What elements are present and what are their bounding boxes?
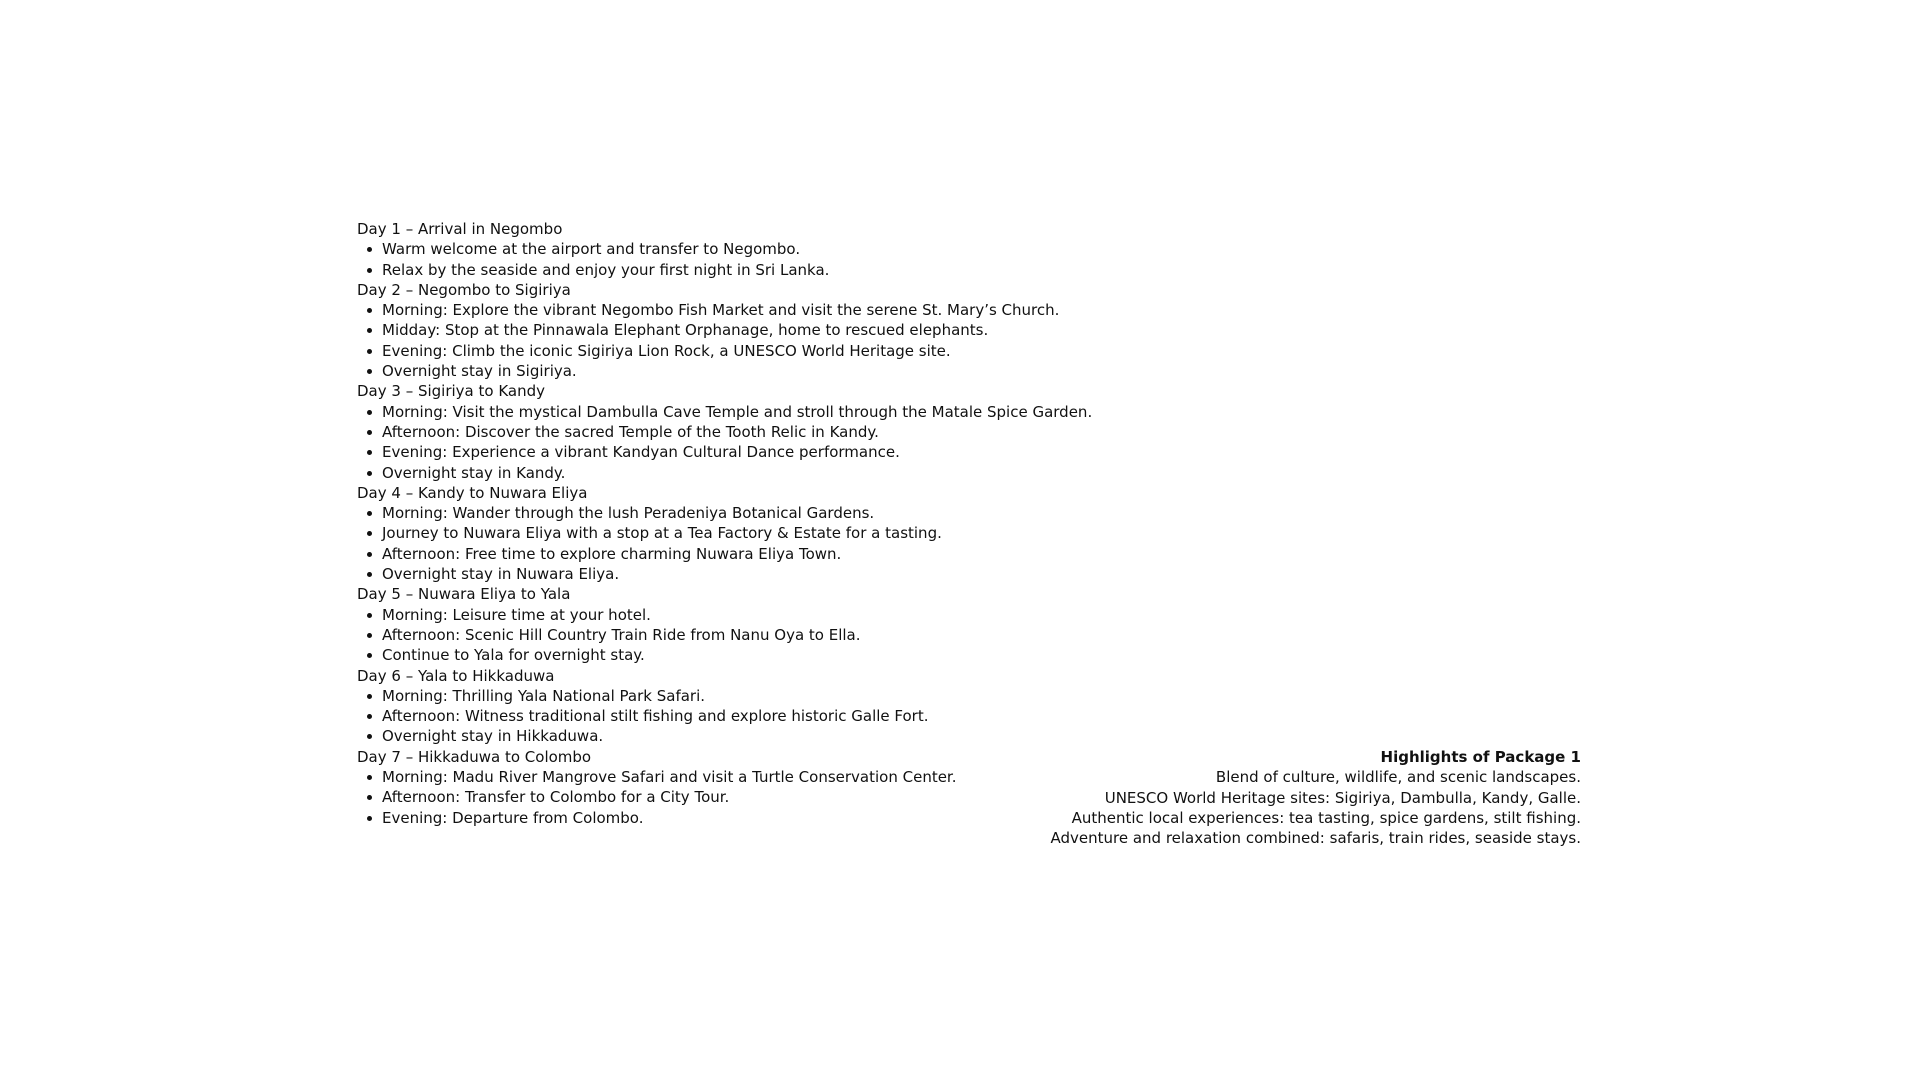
highlights-list (961, 767, 1581, 848)
list-item: Evening: Experience a vibrant Kandyan Cultural Dance performance. (357, 442, 1057, 462)
list-item: Continue to Yala for overnight stay. (357, 645, 1057, 665)
highlight-item: Authentic local experiences: tea tasting, spice gardens, stilt fishing. (1071, 808, 1581, 827)
list-item: Morning: Explore the vibrant Negombo Fish Market and visit the serene St. Mary’s Church. (357, 300, 1057, 320)
day-section (357, 280, 1060, 381)
day-title: Day 2 – Negombo to Sigiriya (357, 280, 571, 299)
day-title: Day 1 – Arrival in Negombo (357, 220, 563, 238)
highlights-panel (961, 747, 1581, 848)
highlight-item: Blend of culture, wildlife, and scenic landscapes. (1215, 768, 1581, 787)
list-item: Afternoon: Witness traditional stilt fishing and explore historic Galle Fort. (357, 706, 1057, 726)
list-item: Overnight stay in Nuwara Eliya. (357, 564, 1057, 584)
day-title: Day 6 – Yala to Hikkaduwa (357, 666, 555, 685)
day-item-list (357, 503, 1057, 584)
day-section (357, 219, 1057, 280)
day-item-list (357, 686, 1057, 747)
itinerary (357, 219, 1093, 828)
list-item: Morning: Wander through the lush Peradeniya Botanical Gardens. (357, 503, 1057, 523)
highlight-item: Adventure and relaxation combined: safaris, train rides, seaside stays. (1050, 829, 1581, 848)
day-title: Day 3 – Sigiriya to Kandy (357, 382, 546, 401)
list-item: Morning: Thrilling Yala National Park Safari. (357, 686, 1057, 706)
list-item: Evening: Departure from Colombo. (357, 808, 1057, 828)
day-item-list (357, 402, 1093, 483)
list-item: Morning: Madu River Mangrove Safari and visit a Turtle Conservation Center. (357, 767, 1057, 787)
day-title: Day 4 – Kandy to Nuwara Eliya (357, 483, 588, 502)
day-section (357, 584, 1057, 665)
list-item: Warm welcome at the airport and transfer to Negombo. (357, 239, 1057, 259)
list-item: Afternoon: Transfer to Colombo for a City Tour. (357, 787, 1057, 807)
day-title: Day 5 – Nuwara Eliya to Yala (357, 585, 571, 604)
day-section (357, 747, 1057, 828)
day-section (357, 666, 1057, 747)
highlights-title: Highlights of Package 1 (1380, 748, 1581, 766)
day-section (357, 381, 1093, 482)
day-item-list (357, 239, 1057, 280)
list-item: Overnight stay in Kandy. (357, 463, 1057, 483)
day-section (357, 483, 1057, 584)
list-item: Relax by the seaside and enjoy your first night in Sri Lanka. (357, 260, 1057, 280)
list-item: Journey to Nuwara Eliya with a stop at a Tea Factory & Estate for a tasting. (357, 523, 1057, 543)
day-item-list (357, 605, 1057, 666)
list-item: Overnight stay in Sigiriya. (357, 361, 1057, 381)
highlight-item: UNESCO World Heritage sites: Sigiriya, Dambulla, Kandy, Galle. (1104, 788, 1581, 807)
day-item-list (357, 767, 1057, 828)
list-item: Afternoon: Free time to explore charming Nuwara Eliya Town. (357, 544, 1057, 564)
list-item: Evening: Climb the iconic Sigiriya Lion Rock, a UNESCO World Heritage site. (357, 341, 1057, 361)
list-item: Afternoon: Scenic Hill Country Train Ride from Nanu Oya to Ella. (357, 625, 1057, 645)
day-item-list (357, 300, 1060, 381)
list-item: Afternoon: Discover the sacred Temple of the Tooth Relic in Kandy. (357, 422, 1057, 442)
day-title: Day 7 – Hikkaduwa to Colombo (357, 747, 592, 766)
list-item: Overnight stay in Hikkaduwa. (357, 726, 1057, 746)
list-item: Morning: Visit the mystical Dambulla Cave Temple and stroll through the Matale Spice Garden. (357, 402, 1057, 422)
list-item: Morning: Leisure time at your hotel. (357, 605, 1057, 625)
list-item: Midday: Stop at the Pinnawala Elephant Orphanage, home to rescued elephants. (357, 320, 1057, 340)
